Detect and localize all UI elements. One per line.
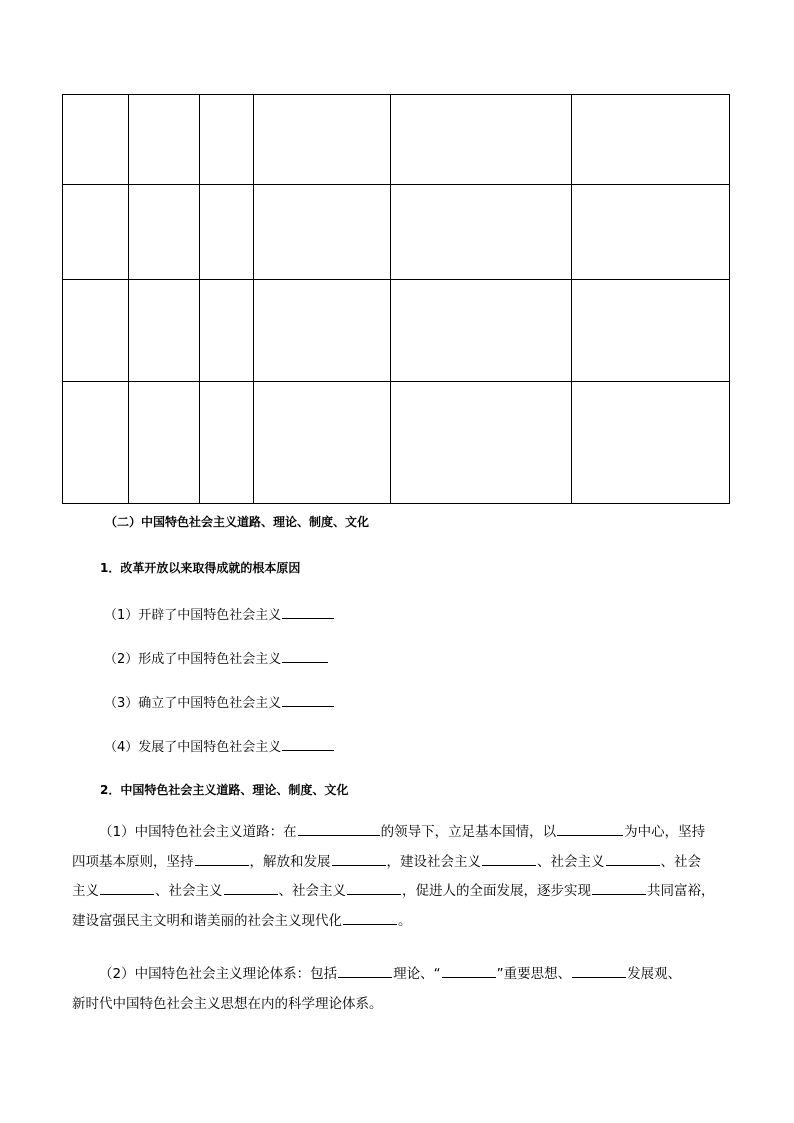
p1-text: 共同富裕， (647, 883, 715, 899)
p2-text: （2）中国特色社会主义理论体系：包括 (99, 966, 338, 982)
table-cell (391, 280, 572, 382)
fill-blank[interactable] (282, 693, 334, 707)
question-1-title: 1．改革开放以来取得成就的根本原因 (100, 561, 301, 575)
q1-item-1-text: （1）开辟了中国特色社会主义 (104, 608, 282, 623)
fill-blank[interactable] (282, 649, 328, 663)
table-cell (572, 382, 730, 504)
p1-text: 、社会主义 (537, 853, 605, 870)
table-cell (254, 280, 391, 382)
p1-text: 为中心，坚持 (624, 824, 706, 840)
table-cell (129, 280, 200, 382)
fill-blank[interactable] (442, 964, 496, 978)
fill-blank[interactable] (347, 881, 401, 895)
q2-paragraph-1 (72, 818, 732, 936)
q1-item-4-text: （4）发展了中国特色社会主义 (104, 740, 282, 755)
fill-blank[interactable] (282, 737, 334, 751)
fill-blank[interactable] (100, 881, 154, 895)
p2-text: 理论、“ (393, 966, 441, 982)
table-cell (254, 185, 391, 280)
fill-blank[interactable] (282, 605, 334, 619)
fill-blank[interactable] (224, 881, 278, 895)
q1-item-3-text: （3）确立了中国特色社会主义 (104, 696, 282, 711)
table-cell (63, 95, 129, 185)
table-cell (254, 382, 391, 504)
q1-item-3 (104, 692, 335, 711)
table-cell (572, 280, 730, 382)
p1-text: 四项基本原则，坚持 (72, 853, 194, 870)
fill-blank[interactable] (343, 911, 397, 925)
p1-text: （1）中国特色社会主义道路：在 (99, 824, 297, 840)
p1-text: ，建设社会主义 (386, 853, 481, 870)
q1-item-2 (104, 648, 329, 667)
table-cell (63, 280, 129, 382)
p1-text: 建设富强民主文明和谐美丽的社会主义现代化 (72, 912, 342, 929)
table-row (63, 95, 730, 185)
p1-text: 主义 (72, 883, 99, 899)
fill-blank[interactable] (338, 964, 392, 978)
table-row (63, 185, 730, 280)
table-cell (200, 185, 254, 280)
table-cell (63, 382, 129, 504)
table-cell (254, 95, 391, 185)
fill-blank[interactable] (332, 852, 386, 866)
p1-text: 。 (398, 912, 412, 929)
table-cell (391, 382, 572, 504)
q1-item-4 (104, 736, 335, 755)
p2-text: 新时代中国特色社会主义思想在内的科学理论体系。 (72, 995, 383, 1012)
p1-text: 、社会 (660, 853, 701, 870)
table-row (63, 280, 730, 382)
p1-text: 的领导下，立足基本国情，以 (380, 824, 557, 840)
q1-item-2-text: （2）形成了中国特色社会主义 (104, 652, 282, 667)
p1-text: ，促进人的全面发展，逐步实现 (402, 883, 591, 899)
fill-blank[interactable] (592, 881, 646, 895)
blank-table (62, 94, 730, 504)
table-cell (129, 95, 200, 185)
p1-text: 、社会主义 (155, 883, 223, 899)
question-2-title: 2．中国特色社会主义道路、理论、制度、文化 (100, 783, 349, 797)
fill-blank[interactable] (557, 822, 623, 836)
table-cell (63, 185, 129, 280)
table-cell (391, 95, 572, 185)
table-cell (200, 382, 254, 504)
table-cell (572, 95, 730, 185)
fill-blank[interactable] (572, 964, 626, 978)
table-cell (129, 185, 200, 280)
table-cell (129, 382, 200, 504)
fill-blank[interactable] (606, 852, 660, 866)
fill-blank[interactable] (298, 822, 380, 836)
section-heading: （二）中国特色社会主义道路、理论、制度、文化 (105, 515, 370, 529)
table-cell (200, 95, 254, 185)
p1-text: ，解放和发展 (249, 853, 331, 870)
p2-text: 发展观、 (627, 966, 682, 982)
table-cell (391, 185, 572, 280)
table-cell (572, 185, 730, 280)
table-row (63, 382, 730, 504)
fill-blank[interactable] (195, 852, 249, 866)
table-cell (200, 280, 254, 382)
q2-paragraph-2 (72, 960, 732, 1019)
fill-blank[interactable] (482, 852, 536, 866)
q1-item-1 (104, 604, 335, 623)
p1-text: 、社会主义 (278, 883, 346, 899)
p2-text: ”重要思想、 (496, 966, 572, 982)
